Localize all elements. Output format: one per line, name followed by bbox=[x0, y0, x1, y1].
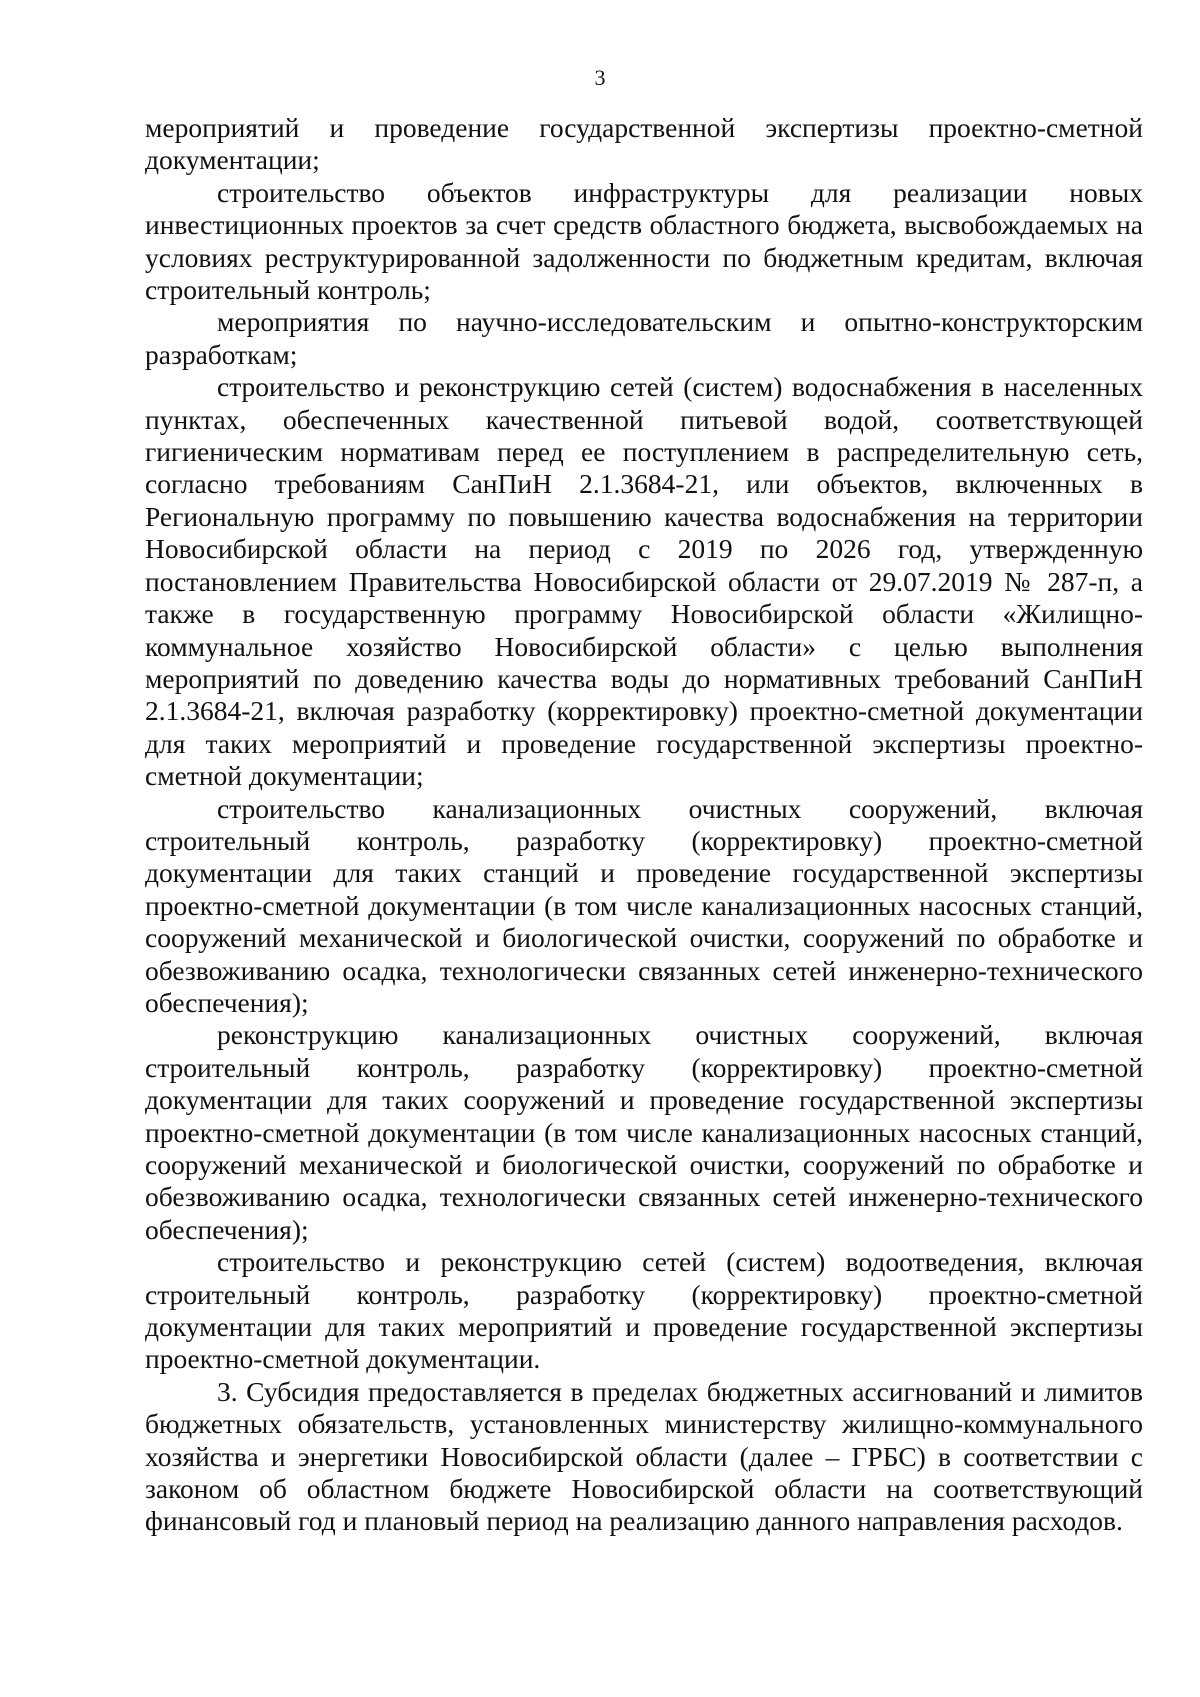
paragraph-continuation: мероприятий и проведение государственной экспертизы проектно-сметной документации; bbox=[145, 112, 1143, 176]
paragraph-water-supply-networks: строительство и реконструкцию сетей (систем) водоснабжения в населенных пунктах, обеспеченных качественной питьевой водой, соответствующей гигиеническим нормативам перед ее поступлением в распределительную сеть, согласно требованиям СанПиН 2.1.3684-21, или объектов, включенных в Региональную программу по повышению качества водоснабжения на территории Новосибирской области на период с 2019 по 2026 год, утвержденную постановлением Правительства Новосибирской области от 29.07.2019 № 287-п, а также в государственную программу Новосибирской области «Жилищно-коммунальное хозяйство Новосибирской области» с целью выполнения мероприятий по доведению качества воды до нормативных требований СанПиН 2.1.3684-21, включая разработку (корректировку) проектно-сметной документации для таких мероприятий и проведение государственной экспертизы проектно-сметной документации; bbox=[145, 371, 1143, 792]
paragraph-infrastructure-construction: строительство объектов инфраструктуры для реализации новых инвестиционных проектов за счет средств областного бюджета, высвобождаемых на условиях реструктурированной задолженности по бюджетным кредитам, включая строительный контроль; bbox=[145, 176, 1143, 306]
paragraph-subsidy-clause-3: 3. Субсидия предоставляется в пределах бюджетных ассигнований и лимитов бюджетных обязательств, установленных министерству жилищно-коммунального хозяйства и энергетики Новосибирской области (далее – ГРБС) в соответствии с законом об областном бюджете Новосибирской области на соответствующий финансовый год и плановый период на реализацию данного направления расходов. bbox=[145, 1375, 1143, 1537]
paragraph-sewage-plants-construction: строительство канализационных очистных сооружений, включая строительный контроль, разработку (корректировку) проектно-сметной документации для таких станций и проведение государственной экспертизы проектно-сметной документации (в том числе канализационных насосных станций, сооружений механической и биологической очистки, сооружений по обработке и обезвоживанию осадка, технологически связанных сетей инженерно-технического обеспечения); bbox=[145, 792, 1143, 1018]
document-body bbox=[145, 112, 1143, 1538]
paragraph-sewage-plants-reconstruction: реконструкцию канализационных очистных сооружений, включая строительный контроль, разработку (корректировку) проектно-сметной документации для таких сооружений и проведение государственной экспертизы проектно-сметной документации (в том числе канализационных насосных станций, сооружений механической и биологической очистки, сооружений по обработке и обезвоживанию осадка, технологически связанных сетей инженерно-технического обеспечения); bbox=[145, 1019, 1143, 1245]
paragraph-drainage-networks: строительство и реконструкцию сетей (систем) водоотведения, включая строительный контроль, разработку (корректировку) проектно-сметной документации для таких мероприятий и проведение государственной экспертизы проектно-сметной документации. bbox=[145, 1246, 1143, 1375]
page-number: 3 bbox=[594, 65, 606, 90]
paragraph-research-development: мероприятия по научно-исследовательским и опытно-конструкторским разработкам; bbox=[145, 306, 1143, 370]
